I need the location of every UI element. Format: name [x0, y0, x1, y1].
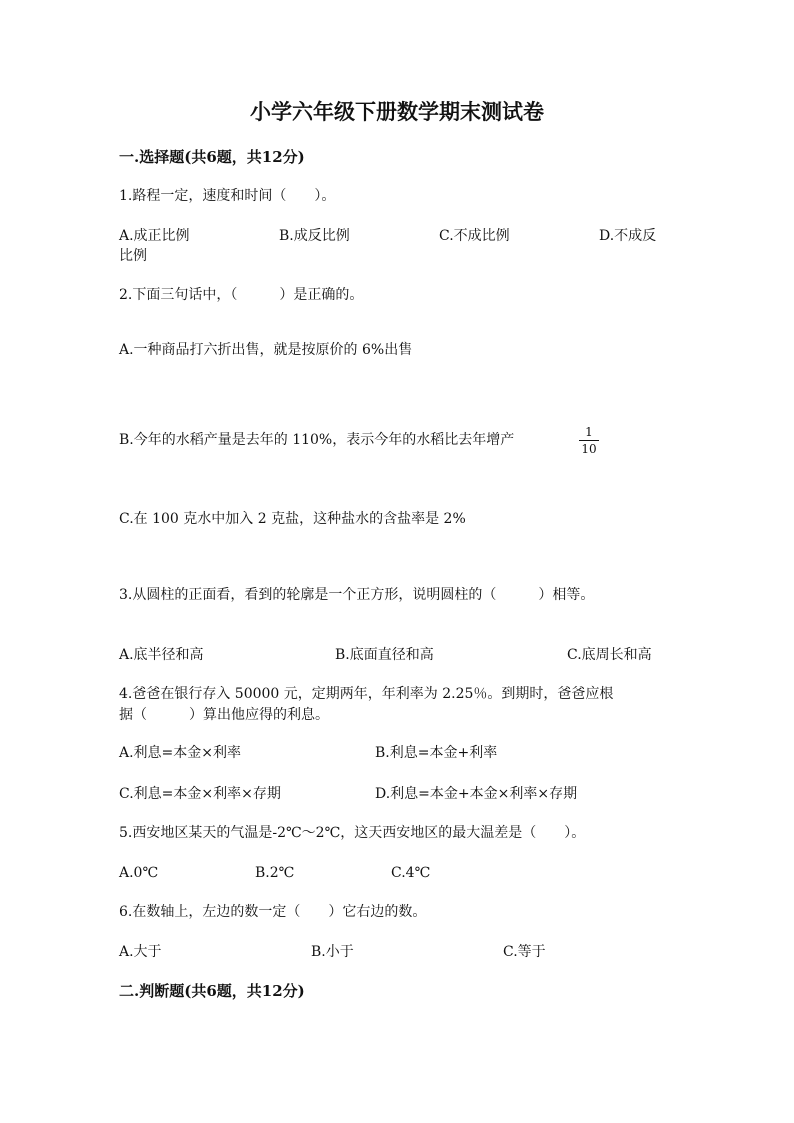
section-heading-judgment: 二.判断题(共6题，共12分): [119, 982, 305, 1000]
question-3-option-b: B.底面直径和高: [335, 647, 434, 663]
question-1-option-c: C.不成比例: [439, 228, 510, 244]
question-1-stem: 1.路程一定，速度和时间（ ）。: [119, 188, 336, 204]
question-3-stem: 3.从圆柱的正面看，看到的轮廓是一个正方形，说明圆柱的（ ）相等。: [119, 587, 595, 603]
question-2-option-a: A.一种商品打六折出售，就是按原价的 6%出售: [119, 342, 413, 358]
question-4-option-d: D.利息=本金+本金×利率×存期: [375, 786, 578, 802]
question-4-stem: 4.爸爸在银行存入 50000 元，定期两年，年利率为 2.25％。到期时，爸爸应根: [119, 686, 614, 702]
question-6-stem: 6.在数轴上，左边的数一定（ ）它右边的数。: [119, 904, 427, 920]
question-6-option-c: C.等于: [503, 944, 546, 960]
question-1-option-b: B.成反比例: [279, 228, 350, 244]
fraction-denominator: 10: [581, 442, 597, 456]
question-2-option-c: C.在 100 克水中加入 2 克盐，这种盐水的含盐率是 2%: [119, 511, 466, 527]
question-4-option-c: C.利息=本金×利率×存期: [119, 786, 281, 802]
question-2-option-b: B.今年的水稻产量是去年的 110%，表示今年的水稻比去年增产: [119, 432, 515, 448]
page-title: 小学六年级下册数学期末测试卷: [250, 99, 544, 124]
question-5-option-a: A.0℃: [119, 865, 159, 881]
question-1-option-a: A.成正比例: [119, 228, 190, 244]
fraction-bar: [579, 440, 599, 441]
question-3-option-a: A.底半径和高: [119, 647, 204, 663]
question-3-option-c: C.底周长和高: [567, 647, 652, 663]
question-6-option-b: B.小于: [311, 944, 354, 960]
question-6-option-a: A.大于: [119, 944, 162, 960]
question-4-option-b: B.利息=本金+利率: [375, 745, 498, 761]
question-5-stem: 5.西安地区某天的气温是-2℃～2℃，这天西安地区的最大温差是（ ）。: [119, 825, 586, 841]
question-5-option-b: B.2℃: [255, 865, 295, 881]
section-heading-choice: 一.选择题(共6题，共12分): [119, 148, 305, 166]
question-5-option-c: C.4℃: [391, 865, 431, 881]
question-1-option-d-wrap: 比例: [119, 248, 147, 264]
fraction-numerator: 1: [585, 425, 593, 439]
question-1-option-d: D.不成反: [599, 228, 657, 244]
question-2-stem: 2.下面三句话中，（ ）是正确的。: [119, 287, 364, 303]
question-4-option-a: A.利息=本金×利率: [119, 745, 242, 761]
fraction-one-tenth: [577, 425, 601, 456]
question-4-stem-wrap: 据（ ）算出他应得的利息。: [119, 707, 329, 723]
